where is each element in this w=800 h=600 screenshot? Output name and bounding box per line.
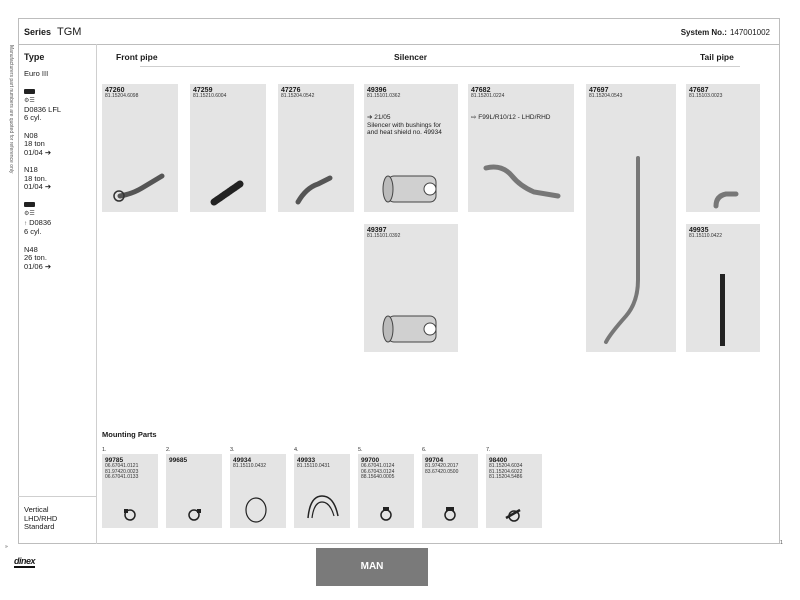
part-card-49396[interactable]: 49396 81.15101.0362 ➔ 21/05 Silencer with bushings for and heat shield no. 49934 (364, 84, 458, 212)
system-number-value: 147001002 (729, 28, 770, 37)
clamp-icon (102, 454, 158, 528)
mounting-index: 2. (166, 447, 171, 453)
page-mark: » (5, 544, 8, 550)
mounting-index: 4. (294, 447, 299, 453)
part-card-47687[interactable]: 47687 81.15103.0023 (686, 84, 760, 212)
vehicle-n48: N48 26 ton. 01/06 ➔ (24, 244, 52, 271)
mounting-card-99704[interactable]: 99704 81.97420.2017 83.67420.0500 (422, 454, 478, 528)
part-card-47276[interactable]: 47276 81.15204.0542 (278, 84, 354, 212)
part-card-47260[interactable]: 47260 81.15204.6098 (102, 84, 178, 212)
mounting-card-49933[interactable]: 49933 81.15110.0431 (294, 454, 350, 528)
mounting-index: 7. (486, 447, 491, 453)
type-title: Type (24, 52, 45, 62)
mounting-card-99685[interactable]: 99685 (166, 454, 222, 528)
clamp-icon (422, 454, 478, 528)
vertical-pipe-drawing (586, 84, 676, 352)
flex-pipe-drawing (190, 84, 266, 212)
part-card-47259[interactable]: 47259 81.15210.6004 (190, 84, 266, 212)
vehicle-n08: N08 18 ton 01/04 ➔ (24, 130, 52, 157)
mounting-parts-title: Mounting Parts (102, 430, 157, 439)
engine-icons: ⚙☰ (24, 211, 35, 217)
truck-icon (24, 89, 35, 94)
side-note: Manufacturers part numbers are quoted for reference only (8, 45, 14, 174)
shield-bracket-icon (294, 454, 350, 528)
mounting-index: 3. (230, 447, 235, 453)
part-card-47697[interactable]: 47697 81.15204.0543 (586, 84, 676, 352)
mounting-type: Vertical LHD/RHD Standard (24, 505, 58, 531)
clamp-icon (358, 454, 414, 528)
mounting-index: 5. (358, 447, 363, 453)
front-pipe-drawing (102, 84, 178, 212)
engine-1: ⚙☰ D0836 LFL 6 cyl. (24, 88, 94, 123)
ring-icon (230, 454, 286, 528)
truck-icon (24, 202, 35, 207)
mounting-index: 6. (422, 447, 427, 453)
column-silencer: Silencer (394, 52, 428, 62)
type-list (24, 70, 94, 280)
silencer-drawing (364, 84, 458, 212)
euro-class: Euro III (24, 69, 49, 78)
engine-icons: ⚙☰ (24, 98, 35, 104)
mounting-card-99700[interactable]: 99700 06.67041.0124 06.67043.0124 88.15640.0005 (358, 454, 414, 528)
type-footer-divider (18, 496, 97, 497)
clamp-bolt-icon (486, 454, 542, 528)
type-column-divider (96, 44, 97, 544)
heat-shield-drawing (686, 224, 760, 352)
page-number: 1 (780, 540, 783, 546)
series-label: Series TGM (24, 26, 82, 38)
intermediate-pipe-drawing (468, 84, 574, 212)
column-front-pipe: Front pipe (116, 52, 158, 62)
system-number: System No.: 147001002 (680, 28, 770, 37)
tail-pipe-drawing (686, 84, 760, 212)
header-divider (18, 44, 780, 45)
part-card-47682[interactable]: 47682 81.15201.0224 ⇨ F99L/R10/12 - LHD/RHD (468, 84, 574, 212)
engine-2: ⚙☰ ↑ D0836 6 cyl. (24, 201, 94, 237)
vehicle-brand-tab[interactable]: MAN (316, 548, 428, 586)
vehicle-n18: N18 18 ton. 01/04 ➔ (24, 165, 52, 191)
clamp-icon (166, 454, 222, 528)
column-header-rule (140, 66, 740, 67)
series-value: TGM (57, 26, 82, 38)
mounting-index: 1. (102, 447, 107, 453)
brand-logo: dinex (14, 556, 36, 566)
mounting-card-49934[interactable]: 49934 81.15110.0432 (230, 454, 286, 528)
mounting-card-98400[interactable]: 98400 81.15204.6034 81.15204.6022 81.15204.5486 (486, 454, 542, 528)
mounting-card-99785[interactable]: 99785 06.67041.0121 81.97420.0023 06.67041.0133 (102, 454, 158, 528)
column-tail-pipe: Tail pipe (700, 52, 734, 62)
part-card-49397[interactable]: 49397 81.15101.0392 (364, 224, 458, 352)
front-pipe-bend-drawing (278, 84, 354, 212)
part-card-49935[interactable]: 49935 81.15110.0422 (686, 224, 760, 352)
silencer-drawing (364, 224, 458, 352)
